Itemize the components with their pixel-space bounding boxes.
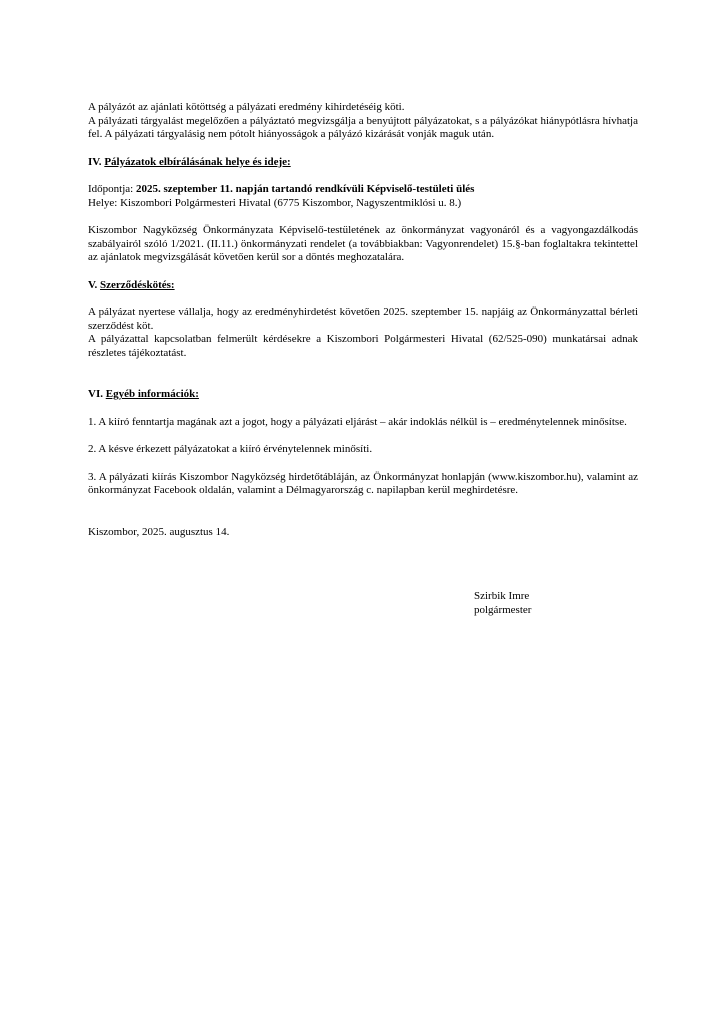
section-title: Egyéb információk: xyxy=(105,388,199,400)
section-number: V. xyxy=(88,278,98,291)
evaluation-date xyxy=(88,183,638,197)
place-and-date: Kiszombor, 2025. augusztus 14. xyxy=(88,525,230,538)
date-value: 2025. szeptember 11. napján tartandó rendkívüli Képviselő-testületi ülés xyxy=(135,183,475,195)
paragraph-contact: A pályázattal kapcsolatban felmerült kérdésekre a Kiszombori Polgármesteri Hivatal (62/525-090) munkatársai adnak részletes tájékoztatást. xyxy=(88,333,638,359)
document-body xyxy=(88,101,638,539)
section-title: Szerződéskötés: xyxy=(100,278,175,291)
signer-title: polgármester xyxy=(474,603,532,616)
signer-name: Szirbik Imre xyxy=(474,590,530,602)
paragraph-regulation: Kiszombor Nagyközség Önkormányzata Képviselő-testületének az önkormányzat vagyonáról és a vagyongazdálkodás szabályairól szóló 1/2021. (II.11.) önkormányzati rendelet (a továbbiakban: Vagyonrendelet) 15.§-ban foglaltakra tekintettel az ajánlatok megvizsgálását követően kerül sor a döntés meghozatalára. xyxy=(88,224,638,263)
list-item: 2. A késve érkezett pályázatokat a kiíró érvénytelennek minősíti. xyxy=(88,443,373,455)
section-number: IV. xyxy=(88,155,102,168)
section-title: Pályázatok elbírálásának helye és ideje: xyxy=(104,155,291,168)
paragraph-review: A pályázati tárgyalást megelőzően a pályáztató megvizsgálja a benyújtott pályázatokat, s a pályázókat hiánypótlásra hívhatja fel. A pályázati tárgyalásig nem pótolt hiányosságok a pályázó kizárását vonják maguk után. xyxy=(88,114,638,140)
section-number: VI. xyxy=(88,388,103,400)
paragraph-binding: A pályázót az ajánlati kötöttség a pályázati eredmény kihirdetéséig köti. xyxy=(88,101,405,113)
evaluation-place: Helye: Kiszombori Polgármesteri Hivatal (6775 Kiszombor, Nagyszentmiklósi u. 8.) xyxy=(88,196,462,209)
signature-block xyxy=(474,590,531,617)
list-item: 3. A pályázati kiírás Kiszombor Nagyközség hirdetőtábláján, az Önkormányzat honlapján (www.kiszombor.hu), valamint az önkormányzat Facebook oldalán, valamint a Délmagyarország c. napilapban kerül meghirdetésre. xyxy=(88,470,638,496)
section-heading-contract xyxy=(88,279,638,293)
section-heading-other-info xyxy=(88,388,638,402)
list-item: 1. A kiíró fenntartja magának azt a jogot, hogy a pályázati eljárást – akár indoklás nélkül is – eredménytelennek minősítse. xyxy=(88,415,627,428)
date-label: Időpontja: xyxy=(88,183,134,195)
paragraph-contract: A pályázat nyertese vállalja, hogy az eredményhirdetést követően 2025. szeptember 15. napjáig az Önkormányzattal bérleti szerződést köt. xyxy=(88,306,638,332)
section-heading-evaluation xyxy=(88,156,638,170)
